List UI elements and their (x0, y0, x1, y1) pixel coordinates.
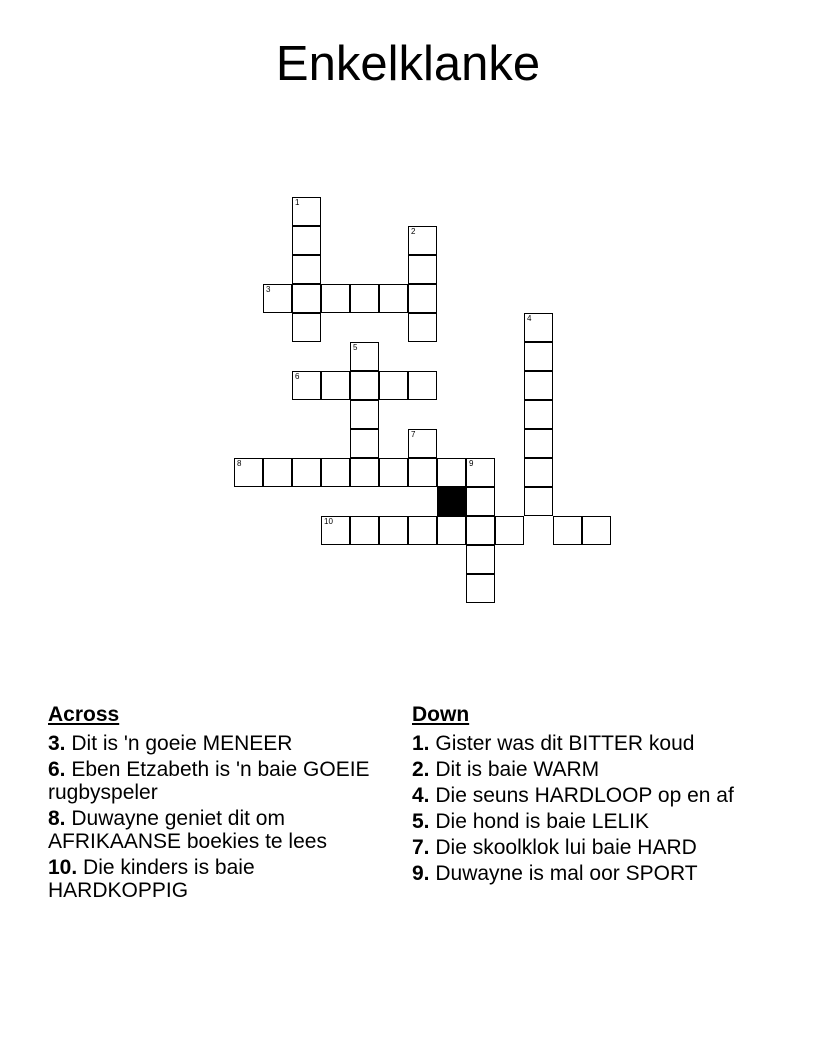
crossword-cell[interactable] (408, 226, 437, 255)
clue-text: Die hond is baie LELIK (435, 810, 649, 833)
crossword-cell[interactable] (350, 342, 379, 371)
crossword-cell[interactable] (524, 400, 553, 429)
crossword-cell[interactable] (234, 458, 263, 487)
clue-text: Duwayne geniet dit om AFRIKAANSE boekies te lees (48, 807, 327, 853)
crossword-cell[interactable] (495, 516, 524, 545)
clue-text: Dit is 'n goeie MENEER (71, 732, 293, 755)
cell-number: 4 (527, 314, 532, 323)
across-clue (48, 732, 388, 755)
clue-text: Die seuns HARDLOOP op en af (435, 784, 734, 807)
clue-number: 10. (48, 856, 78, 879)
clue-number: 3. (48, 732, 66, 755)
down-heading: Down (412, 703, 470, 726)
clue-number: 7. (412, 836, 430, 859)
crossword-cell[interactable] (437, 516, 466, 545)
clue-text: Die kinders is baie HARDKOPPIG (48, 856, 255, 902)
crossword-cell[interactable] (379, 371, 408, 400)
crossword-cell[interactable] (466, 487, 495, 516)
crossword-cell[interactable] (524, 313, 553, 342)
crossword-cell[interactable] (321, 371, 350, 400)
crossword-cell[interactable] (379, 284, 408, 313)
crossword-cell[interactable] (524, 342, 553, 371)
black-cell (437, 487, 466, 516)
cell-number: 1 (295, 198, 300, 207)
across-heading: Across (48, 703, 120, 726)
cell-number: 3 (266, 285, 271, 294)
crossword-cell[interactable] (553, 516, 582, 545)
crossword-cell[interactable] (466, 574, 495, 603)
crossword-cell[interactable] (350, 371, 379, 400)
crossword-cell[interactable] (350, 458, 379, 487)
down-clue (412, 732, 752, 755)
crossword-cell[interactable] (292, 255, 321, 284)
across-clue (48, 807, 388, 853)
clue-number: 2. (412, 758, 430, 781)
crossword-cell[interactable] (524, 458, 553, 487)
crossword-cell[interactable] (292, 313, 321, 342)
clue-number: 5. (412, 810, 430, 833)
crossword-cell[interactable] (437, 458, 466, 487)
crossword-cell[interactable] (292, 226, 321, 255)
down-clue (412, 836, 752, 859)
crossword-cell[interactable] (466, 458, 495, 487)
clue-text: Eben Etzabeth is 'n baie GOEIE rugbyspeler (48, 758, 370, 804)
crossword-cell[interactable] (321, 458, 350, 487)
cell-number: 6 (295, 372, 300, 381)
clue-number: 8. (48, 807, 66, 830)
crossword-cell[interactable] (350, 284, 379, 313)
crossword-cell[interactable] (321, 516, 350, 545)
crossword-cell[interactable] (408, 284, 437, 313)
crossword-cell[interactable] (292, 197, 321, 226)
across-clues (48, 703, 388, 905)
clue-text: Die skoolklok lui baie HARD (435, 836, 697, 859)
down-clue (412, 784, 752, 807)
crossword-cell[interactable] (524, 487, 553, 516)
crossword-cell[interactable] (350, 516, 379, 545)
down-clue (412, 862, 752, 885)
crossword-cell[interactable] (263, 284, 292, 313)
crossword-cell[interactable] (408, 516, 437, 545)
crossword-cell[interactable] (321, 284, 350, 313)
clue-text: Dit is baie WARM (435, 758, 600, 781)
down-clue (412, 758, 752, 781)
crossword-cell[interactable] (292, 284, 321, 313)
crossword-cell[interactable] (292, 458, 321, 487)
across-clue (48, 758, 388, 804)
crossword-cell[interactable] (379, 458, 408, 487)
crossword-cell[interactable] (524, 429, 553, 458)
cell-number: 8 (237, 459, 242, 468)
crossword-cell[interactable] (379, 516, 408, 545)
clue-text: Duwayne is mal oor SPORT (435, 862, 698, 885)
cell-number: 2 (411, 227, 416, 236)
down-clues (412, 703, 752, 888)
clue-number: 9. (412, 862, 430, 885)
clue-number: 6. (48, 758, 66, 781)
cell-number: 7 (411, 430, 416, 439)
crossword-cell[interactable] (408, 371, 437, 400)
down-clue (412, 810, 752, 833)
crossword-cell[interactable] (408, 458, 437, 487)
crossword-cell[interactable] (408, 429, 437, 458)
crossword-cell[interactable] (408, 313, 437, 342)
page-title: Enkelklanke (275, 37, 541, 91)
crossword-cell[interactable] (292, 371, 321, 400)
clue-number: 4. (412, 784, 430, 807)
crossword-cell[interactable] (350, 400, 379, 429)
across-clue (48, 856, 388, 902)
crossword-cell[interactable] (466, 516, 495, 545)
crossword-cell[interactable] (466, 545, 495, 574)
crossword-cell[interactable] (524, 371, 553, 400)
cell-number: 5 (353, 343, 358, 352)
crossword-cell[interactable] (582, 516, 611, 545)
cell-number: 10 (324, 517, 333, 526)
crossword-cell[interactable] (263, 458, 292, 487)
clue-text: Gister was dit BITTER koud (435, 732, 695, 755)
cell-number: 9 (469, 459, 474, 468)
crossword-cell[interactable] (408, 255, 437, 284)
clue-number: 1. (412, 732, 430, 755)
crossword-cell[interactable] (350, 429, 379, 458)
